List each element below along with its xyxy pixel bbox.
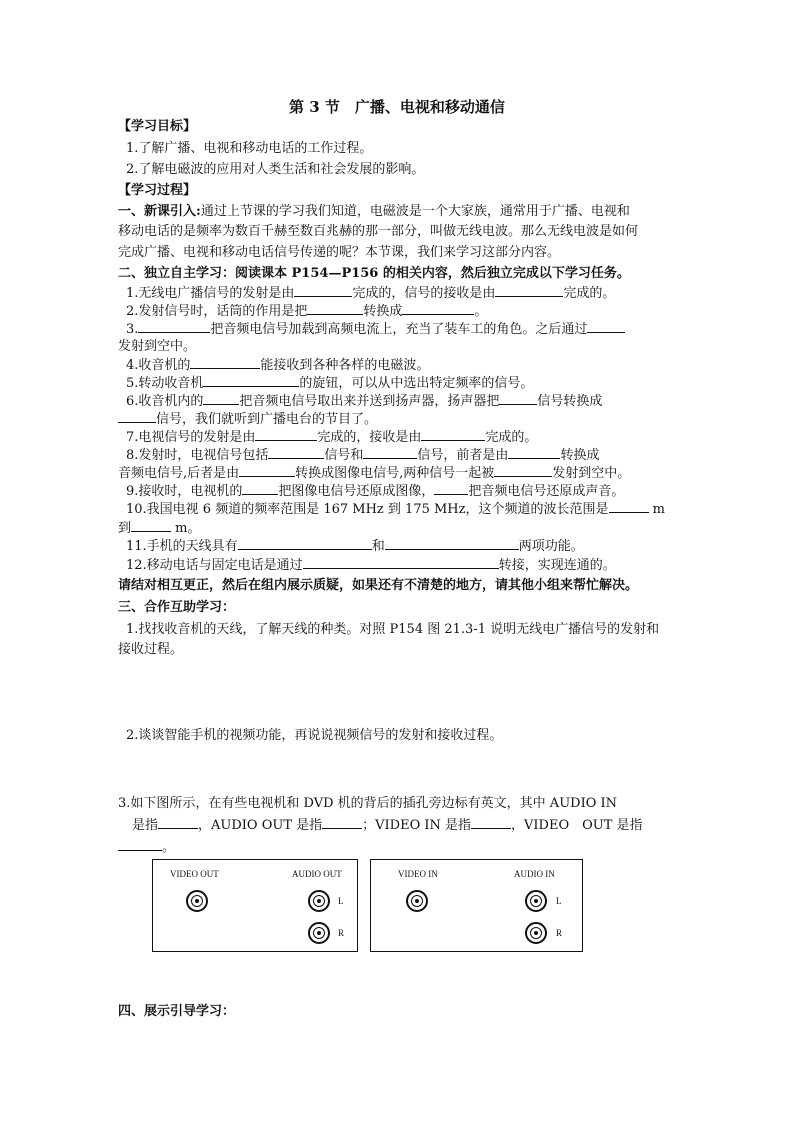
q1-text-b: 完成的，信号的接收是由: [352, 286, 496, 301]
q6-blank-2[interactable]: [499, 392, 537, 405]
q5-blank-1[interactable]: [203, 374, 299, 387]
coop-item-3: 3.如下图所示，在有些电视机和 DVD 机的背后的插孔旁边标有英文，其中 AUDIO IN: [118, 796, 618, 811]
q10-text-d: m。: [171, 521, 201, 536]
q10-blank-2[interactable]: [131, 519, 171, 532]
intro-line-2: 移动电话的是频率为数百千赫至数百兆赫的那一部分，叫做无线电波。那么无线电波是如何: [118, 224, 639, 239]
goal-item-1: 1.了解广播、电视和移动电话的工作过程。: [126, 141, 373, 156]
audio-in-right-jack-icon: [525, 922, 547, 944]
question-5: [126, 374, 533, 393]
q8-text-c: 信号，前者是由: [417, 448, 509, 463]
question-3: [126, 320, 625, 339]
q8-blank-3[interactable]: [508, 446, 560, 459]
q6-text-d: 信号，我们就听到广播电台的节目了。: [156, 412, 378, 427]
question-7: [126, 428, 537, 447]
coop-item-1-cont: 接收过程。: [118, 642, 184, 657]
tv-back-panel-output: [152, 859, 358, 952]
q10-text-c: 到: [118, 521, 132, 536]
question-6: [126, 392, 602, 411]
q10-text-b: m: [648, 502, 665, 517]
q7-blank-2[interactable]: [421, 428, 485, 441]
q8-blank-5[interactable]: [494, 464, 552, 477]
question-8-cont: [118, 464, 630, 483]
summary-instruction: 请结对相互更正，然后在组内展示质疑，如果还有不清楚的地方，请其他小组来帮忙解决。: [118, 578, 639, 593]
section2-heading: 二、独立自主学习：阅读课本 P154—P156 的相关内容，然后独立完成以下学习任务。: [118, 266, 630, 281]
intro-line-1: [118, 203, 630, 221]
q8-text-d: 转换成: [560, 448, 600, 463]
left-channel-label: L: [338, 896, 344, 906]
q9-blank-2[interactable]: [434, 482, 468, 495]
c3-text-b: ，AUDIO OUT 是指: [198, 818, 323, 833]
question-12: [126, 556, 616, 575]
intro-text-1: 通过上节课的学习我们知道，电磁波是一个大家族，通常用于广播、电视和: [200, 204, 630, 219]
q6-text-b: 把音频电信号取出来并送到扬声器，扬声器把: [239, 394, 500, 409]
c3-blank-3[interactable]: [471, 816, 511, 829]
audio-in-left-jack-icon: [525, 890, 547, 912]
q2-text-a: 2.发射信号时，话筒的作用是把: [126, 304, 308, 319]
q8-text-e: 音频电信号,后者是由: [118, 466, 240, 481]
q8-text-a: 8.发射时，电视信号包括: [126, 448, 269, 463]
question-11: [126, 537, 584, 556]
right-channel-label: R: [556, 928, 563, 938]
q2-text-c: 。: [474, 304, 488, 319]
goal-item-2: 2.了解电磁波的应用对人类生活和社会发展的影响。: [126, 162, 425, 177]
tv-back-panel-input: [370, 859, 583, 952]
left-channel-label: L: [556, 896, 562, 906]
video-in-jack-icon: [406, 890, 428, 912]
coop-item-3-cont: [132, 816, 643, 835]
q7-blank-1[interactable]: [255, 428, 317, 441]
q8-text-g: 发射到空中。: [552, 466, 631, 481]
question-9: [126, 482, 624, 501]
q1-blank-1[interactable]: [294, 284, 352, 297]
audio-out-label: AUDIO OUT: [292, 869, 342, 879]
section4-heading: 四、展示引导学习：: [118, 1004, 236, 1019]
right-channel-label: R: [338, 928, 345, 938]
section3-heading: 三、合作互助学习：: [118, 600, 236, 615]
audio-in-label: AUDIO IN: [514, 869, 555, 879]
q11-blank-2[interactable]: [385, 537, 519, 550]
q1-text-a: 1.无线电广播信号的发射是由: [126, 286, 295, 301]
audio-out-right-jack-icon: [308, 922, 330, 944]
q6-blank-3[interactable]: [118, 410, 156, 423]
question-10-cont: [118, 519, 200, 538]
question-1: [126, 284, 615, 303]
c3-blank-4[interactable]: [118, 838, 162, 851]
q9-text-c: 把音频电信号还原成声音。: [468, 484, 625, 499]
intro-label: 一、新课引入:: [118, 204, 201, 219]
c3-blank-2[interactable]: [322, 816, 362, 829]
q12-blank-1[interactable]: [303, 556, 499, 569]
coop-item-2: 2.谈谈智能手机的视频功能，再说说视频信号的发射和接收过程。: [126, 728, 503, 743]
q3-blank-2[interactable]: [587, 320, 625, 333]
q12-text-a: 12.移动电话与固定电话是通过: [126, 558, 303, 573]
coop-item-3-end: [118, 838, 175, 857]
q11-text-c: 两项功能。: [518, 539, 584, 554]
q4-text-b: 能接收到各种各样的电磁波。: [260, 358, 430, 373]
q8-blank-2[interactable]: [363, 446, 417, 459]
c3-text-e: 。: [162, 840, 176, 855]
q7-text-c: 完成的。: [485, 430, 538, 445]
video-in-label: VIDEO IN: [398, 869, 438, 879]
q6-text-a: 6.收音机内的: [126, 394, 204, 409]
q2-blank-1[interactable]: [307, 302, 363, 315]
q11-blank-1[interactable]: [238, 537, 372, 550]
q4-text-a: 4.收音机的: [126, 358, 191, 373]
c3-text-c: ；VIDEO IN 是指: [362, 818, 472, 833]
q6-text-c: 信号转换成: [537, 394, 603, 409]
question-10: [126, 500, 665, 519]
coop-item-1: 1.找找收音机的天线，了解天线的种类。对照 P154 图 21.3-1 说明无线电广播信号的发射和: [126, 622, 660, 637]
q1-text-c: 完成的。: [563, 286, 616, 301]
q10-blank-1[interactable]: [609, 500, 649, 513]
q6-blank-1[interactable]: [203, 392, 239, 405]
question-8: [126, 446, 599, 465]
q11-text-b: 和: [371, 539, 385, 554]
question-6-cont: [118, 410, 377, 429]
q4-blank-1[interactable]: [190, 356, 260, 369]
q7-text-a: 7.电视信号的发射是由: [126, 430, 256, 445]
q7-text-b: 完成的，接收是由: [317, 430, 422, 445]
q2-text-b: 转换成: [363, 304, 403, 319]
q9-blank-1[interactable]: [242, 482, 278, 495]
intro-line-3: 完成广播、电视和移动电话信号传递的呢？本节课，我们来学习这部分内容。: [118, 245, 561, 260]
q5-text-b: 的旋钮，可以从中选出特定频率的信号。: [299, 376, 534, 391]
video-out-label: VIDEO OUT: [170, 869, 219, 879]
q8-blank-4[interactable]: [239, 464, 295, 477]
q8-blank-1[interactable]: [268, 446, 324, 459]
question-3-cont: 发射到空中。: [118, 339, 197, 354]
q12-text-b: 转接，实现连通的。: [498, 558, 616, 573]
q3-text-b: 把音频电信号加载到高频电流上，充当了装车工的角色。之后通过: [210, 322, 588, 337]
question-2: [126, 302, 487, 321]
q10-text-a: 10.我国电视 6 频道的频率范围是 167 MHz 到 175 MHz，这个频道的波长范围是: [126, 502, 609, 517]
q5-text-a: 5.转动收音机: [126, 376, 204, 391]
c3-blank-1[interactable]: [158, 816, 198, 829]
c3-text-a: 是指: [132, 818, 159, 833]
page-title: 第 3 节 广播、电视和移动通信: [289, 98, 505, 116]
goals-heading: 【学习目标】: [118, 119, 197, 134]
q3-text-a: 3.: [126, 322, 139, 337]
q9-text-a: 9.接收时，电视机的: [126, 484, 243, 499]
c3-text-d: ，VIDEO OUT 是指: [511, 818, 643, 833]
q8-text-f: 转换成图像电信号,两种信号一起被: [295, 466, 495, 481]
q1-blank-2[interactable]: [495, 284, 563, 297]
q3-blank-1[interactable]: [138, 320, 210, 333]
process-heading: 【学习过程】: [118, 183, 197, 198]
q9-text-b: 把图像电信号还原成图像，: [278, 484, 435, 499]
q8-text-b: 信号和: [324, 448, 364, 463]
video-out-jack-icon: [186, 890, 208, 912]
q11-text-a: 11.手机的天线具有: [126, 539, 238, 554]
audio-out-left-jack-icon: [308, 890, 330, 912]
question-4: [126, 356, 429, 375]
q2-blank-2[interactable]: [402, 302, 474, 315]
